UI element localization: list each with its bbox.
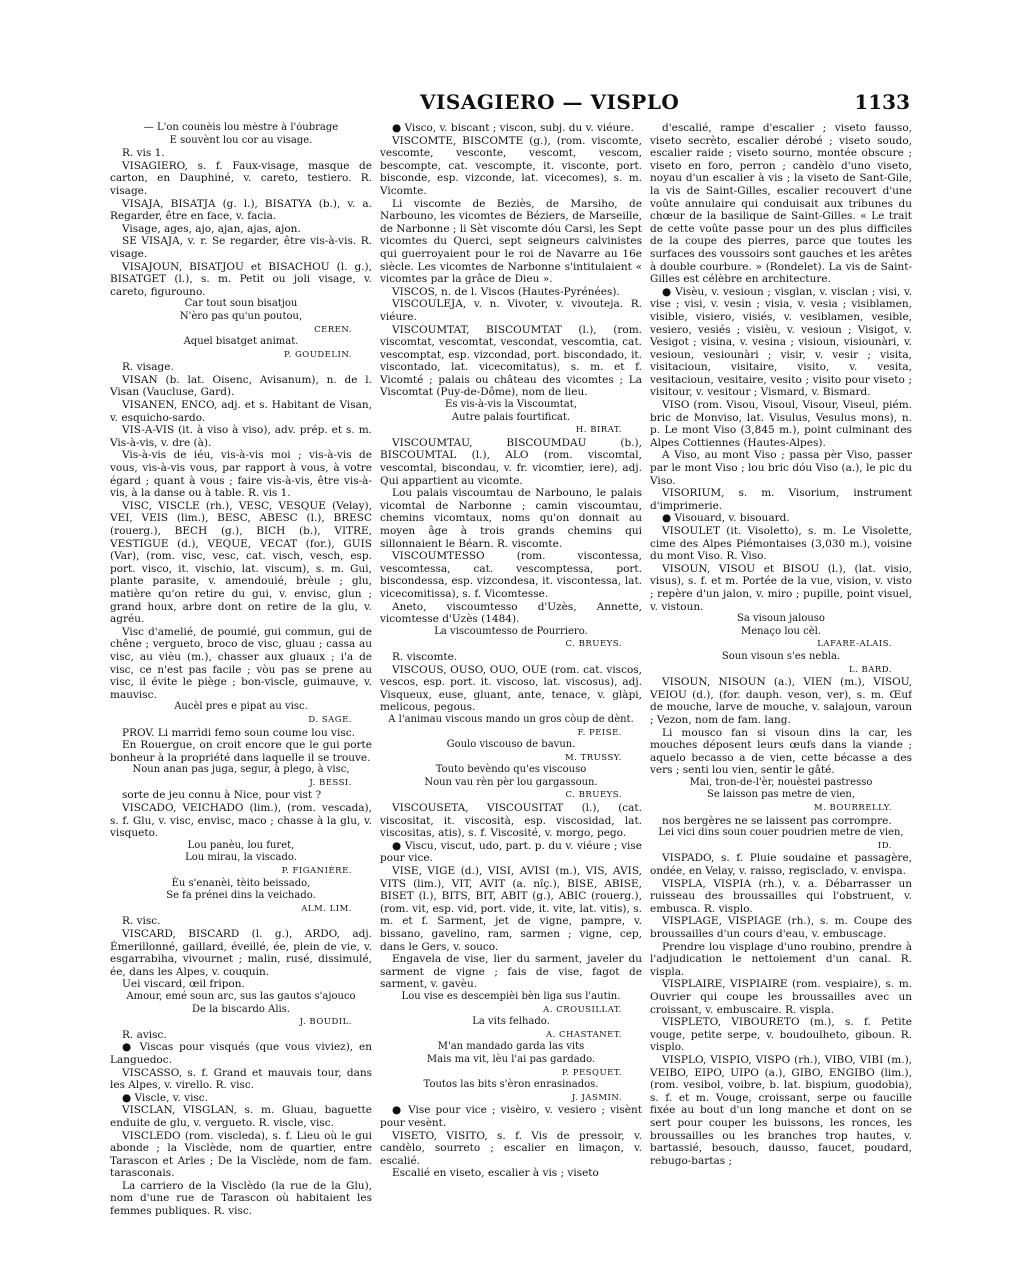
dictionary-entry: VISAN (b. lat. Oisenc, Avisanum), n. de l. Visan (Vaucluse, Gard). xyxy=(110,373,372,399)
dictionary-entry: VISCOUS, OUSO, OUO, OUE (rom. cat. viscos, vescos, esp. port. it. viscoso, lat. viscosus), adj. Visqueux, euse, gluant, ante, tenace, v. glàpi, melicous, pegous. xyxy=(380,663,642,714)
dictionary-entry: VISCLEDO (rom. viscleda), s. f. Lieu où le gui abonde ; la Visclède, nom de quartier, entre Tarascon et Arles ; De la Visclède, nom de fam. tarasconais. xyxy=(110,1129,372,1180)
quote-line: Toutos las bits s'èron enrasinados. xyxy=(423,1079,599,1091)
quote-author: J. BESSI. xyxy=(309,777,352,788)
quote-line: Lou vise es descempièi bèn liga sus l'autin. xyxy=(401,990,621,1002)
dictionary-entry: VISAJA, BISATJA (g. l.), BISATYA (b.), v. a. Regarder, être en face, v. facia. xyxy=(110,197,372,223)
dictionary-entry: VISCOUMTESSO (rom. viscontessa, vescomtessa, cat. vescomptessa, port. biscondessa, esp. vizcondesa, it. viscontessa, lat. vicecomitissa), s. f. Vicomtesse. xyxy=(380,550,642,600)
quote-line: Menaço lou cèl. xyxy=(740,625,822,637)
dictionary-entry: VISCOUSETA, VISCOUSITAT (l.), (cat. viscositat, it. viscosità, esp. viscosidad, lat. viscositas, atis), s. f. Viscosité, v. morgo, pego. xyxy=(380,802,642,840)
quote-author: A. CHASTANET. xyxy=(545,1029,622,1040)
quote-line: Amour, emé soun arc, sus las gautos s'ajouco xyxy=(126,990,356,1002)
quote-author: C. BRUEYS. xyxy=(565,790,622,801)
quote-author: LAFARE-ALAIS. xyxy=(817,639,892,650)
dictionary-entry: VISCADO, VEICHADO (lim.), (rom. vescada), s. f. Glu, v. visc, envisc, maco ; chasse à la glu, v. visqueto. xyxy=(110,802,372,840)
dictionary-entry: ● Viscle, v. visc. xyxy=(122,1091,209,1104)
quote-line: Es vis-à-vis la Viscoumtat, xyxy=(445,399,577,411)
quote-author: J. BOUDIL. xyxy=(299,1017,352,1028)
dictionary-entry: Engavela de vise, lier du sarment, javeler du sarment de vigne ; fais de vise, fagot de sarment, v. gavèu. xyxy=(380,953,642,991)
dictionary-entry: VISO (rom. Visou, Visoul, Visour, Viseul, piém. bric de Monviso, lat. Visulus, Vesulus mons), n. p. Le mont Viso (3,845 m.), point culminant des Alpes Cottiennes (Hautes-Alpes). xyxy=(650,399,912,449)
dictionary-entry: nos bergères ne se laissent pas corrompre. xyxy=(662,814,892,827)
dictionary-entry: En Rouergue, on croit encore que le gui porte bonheur à la propriété dans laquelle il se trouve. xyxy=(110,739,372,764)
dictionary-entry: Vis-à-vis de iéu, vis-à-vis moi ; vis-à-vis de vous, vis-à-vis vous, par rapport à vous, à votre égard ; quant à vous ; faire vis-à-vis, être vis-à-vis, à la danse ou à table. R. vis 1. xyxy=(110,449,372,500)
quote-line: N'èro pas qu'un poutou, xyxy=(179,310,303,322)
dictionary-entry: R. visage. xyxy=(122,361,174,374)
quote-line: Touto bevèndo qu'es viscouso xyxy=(435,764,587,776)
quote-line: Soun visoun s'es nebla. xyxy=(721,650,841,662)
dictionary-entry: VISCASSO, s. f. Grand et mauvais tour, dans les Alpes, v. virello. R. visc. xyxy=(110,1066,372,1092)
quote-author: M. TRUSSY. xyxy=(564,752,622,763)
dictionary-entry: VISETO, VISITO, s. f. Vis de pressoir, v. candèlo, sourreto ; escalier en limaçon, v. escalié. xyxy=(380,1129,642,1167)
quote-author: CEREN. xyxy=(314,324,352,335)
quote-line: De la biscardo Alis. xyxy=(191,1003,291,1015)
dictionary-entry: VISCOMTE, BISCOMTE (g.), (rom. viscomte, vescomte, vesconte, vescomt, vescom, bescompte, cat. vescompte, it. visconte, port. bisconde, esp. vizconde, lat. vicecomes), s. m. Vicomte. xyxy=(380,134,642,197)
quote-line: Se fa prénei dins la veichado. xyxy=(166,890,316,902)
dictionary-entry: PROV. Li marrìdi femo soun coume lou visc. xyxy=(122,726,355,739)
quote-author: H. BIRAT. xyxy=(575,425,622,436)
dictionary-entry: ● Visèu, v. vesioun ; visglan, v. visclan ; visi, v. vise ; visi, v. vesin ; visia, v. vesia ; visiblamen, visible, visiero, visiés, v. vesiblamen, vesible, vesiero, vesiés ; visièu, v. vesioun ; Visigot, v. Vesigot ; visina, v. vesina ; visioun, visiounàri, v. vesioun, vesiounàri ; visir, v. vesir ; visita, visitacioun, visitaire, visito, v. vesita, vesitacioun, vesitaire, vesito ; visito pour viseto ; visitour, v. vesitour ; Vismard, v. Bismard. xyxy=(650,285,912,399)
dictionary-entry: ● Visco, v. biscant ; viscon, subj. du v. viéure. xyxy=(392,122,634,134)
dictionary-entry: VISPLAIRE, VISPIAIRE (rom. vespiaire), s. m. Ouvrier qui coupe les broussailles avec un croissant, v. embuscaire. R. vispla. xyxy=(650,978,912,1016)
dictionary-entry: R. viscomte. xyxy=(392,650,458,663)
quote-author: L. BARD. xyxy=(848,664,892,675)
dictionary-entry: d'escalié, rampe d'escalier ; viseto fausso, viseto secrèto, escalier dérobé ; viseto soudo, escalier raide ; viseto sourno, montée obscure ; viseto en foro, perron ; candèlo d'uno viseto, noyau d'un escalier à vis ; la viseto de Sant-Gile, la vis de Saint-Gilles, escalier recouvert d'une voûte annulaire qui conduisait aux tribunes du chœur de la basilique de Saint-Gilles. « Le trait de cette voûte passe pour un des plus difficiles de la coupe des pierres, parce que toutes les surfaces des voussoirs sont gauches et les arêtes à double courbure. » (Rondelet). La vis de Saint-Gilles est célèbre en architecture. xyxy=(650,122,912,286)
dictionary-entry: VISAJOUN, BISATJOU et BISACHOU (l. g.), BISATGET (l.), s. m. Petit ou joli visage, v. careto, figurouno. xyxy=(110,260,372,298)
dictionary-entry: ● Viscas pour visqués (que vous viviez), en Languedoc. xyxy=(110,1041,372,1066)
quote-line: A l'animau viscous mando un gros còup de dènt. xyxy=(388,713,634,725)
column-3 xyxy=(650,122,912,1252)
quote-line: Car tout soun bisatjou xyxy=(184,298,298,310)
quote-author: ALM. LIM. xyxy=(301,903,352,914)
dictionary-entry: A Viso, au mont Viso ; passa pèr Viso, passer par le mont Viso ; lou bric dóu Viso (a.), le pic du Viso. xyxy=(650,449,912,487)
dictionary-entry: VISAGIERO, s. f. Faux-visage, masque de carton, en Dauphiné, v. careto, testiero. R. visage. xyxy=(110,159,372,197)
quote-author: M. BOURRELLY. xyxy=(813,803,892,814)
quote-line: Mai, tron-de-l'èr, nouèstei pastresso xyxy=(689,776,873,788)
dictionary-entry: R. vis 1. xyxy=(122,147,165,160)
quote-line: Mais ma vit, lèu l'ai pas gardado. xyxy=(426,1053,596,1065)
dictionary-entry: VISCOUMTAU, BISCOUMDAU (b.), BISCOUMTAL (l.), ALO (rom. viscomtal, vescomtal, biscondau, v. fr. vicomtier, iere), adj. Qui appartient au vicomte. xyxy=(380,436,642,487)
dictionary-entry: Escalié en viseto, escalier à vis ; viseto xyxy=(392,1167,599,1180)
quote-line: Lou panèu, lou furet, xyxy=(187,839,295,851)
dictionary-entry: VISPLA, VISPIA (rh.), v. a. Débarrasser un ruisseau des broussailles qui l'obstruent, v. embusca. R. visplo. xyxy=(650,877,912,915)
dictionary-entry: VISE, VIGE (d.), VISI, AVISI (m.), VIS, AVIS, VITS (lim.), VIT, AVIT (a. nîç.), BISE, ABISE, BISET (l.), BITS, BIT, ABIT (g.), ABIC (rouerg.), (rom. vit, esp. vid, port. vide, it. vite, lat. vitis), s. m. et f. Sarment, jet de vigne, pampre, v. bissano, gavelino, ram, sarmen ; vigne, cep, dans le Gers, v. souco. xyxy=(380,865,642,953)
dictionary-entry: ● Vise pour vice ; visèiro, v. vesiero ; visènt pour vesènt. xyxy=(380,1104,642,1129)
dictionary-entry: sorte de jeu connu à Nice, pour vist ? xyxy=(122,789,322,802)
dictionary-entry: VISANEN, ENCO, adj. et s. Habitant de Visan, v. esquicho-sardo. xyxy=(110,399,372,424)
dictionary-entry: VIS-A-VIS (it. à viso à viso), adv. prép. et s. m. Vis-à-vis, v. dre (à). xyxy=(110,424,372,449)
quote-line: E souvènt lou cor au visage. xyxy=(169,134,313,146)
dictionary-entry: VISOULET (it. Visoletto), s. m. Le Visolette, cime des Alpes Piémontaises (3,030 m.), voisine du mont Viso. R. Viso. xyxy=(650,525,912,563)
dictionary-entry: Lou palais viscoumtau de Narbouno, le palais vicomtal de Narbonne ; camin viscoumtau, chemins vicomtaux, noms qu'on donnait au moyen âge à trois grands chemins qui sillonnaient le Béarn. R. viscomte. xyxy=(380,487,642,550)
running-header xyxy=(110,90,910,120)
quote-line: Èu s'enanèi, tèito beissado, xyxy=(171,877,311,889)
dictionary-entry: R. avisc. xyxy=(122,1028,167,1041)
quote-line: Goulo viscouso de bavun. xyxy=(446,739,576,751)
dictionary-entry: VISOUN, VISOU et BISOU (l.), (lat. visio, visus), s. f. et m. Portée de la vue, vision, v. visto ; repère d'un jalon, v. miro ; pupille, point visuel, v. vistoun. xyxy=(650,562,912,613)
column-2 xyxy=(380,122,642,1252)
dictionary-entry: Prendre lou visplage d'uno roubino, prendre à l'adjudication le nettoiement d'un canal. R. vispla. xyxy=(650,940,912,978)
dictionary-entry: VISPLAGE, VISPIAGE (rh.), s. m. Coupe des broussailles d'un cours d'eau, v. embuscage. xyxy=(650,915,912,940)
quote-line: Aucèl pres e pipat au visc. xyxy=(174,701,308,713)
dictionary-entry: VISC, VISCLE (rh.), VESC, VESQUE (Velay), VEI, VEIS (lim.), BESC, ABESC (l.), BRESC (rouerg.), BECH (g.), BICH (b.), VITRE, VESTIGUE (d.), VEQUE, VECAT (for.), GUIS (Var), (rom. visc, vesc, cat. visch, vesch, esp. port. visco, it. vischio, lat. viscum), s. m. Gui, plante parasite, v. amendouié, brèule ; glu, matière qu'on retire du gui, v. envisc, glun ; grand houx, arbre dont on retire de la glu, v. agréu. xyxy=(110,499,372,626)
page-number: 1133 xyxy=(854,90,910,114)
dictionary-entry: VISORIUM, s. m. Visorium, instrument d'imprimerie. xyxy=(650,487,912,512)
quote-author: P. FIGANIÈRE. xyxy=(281,866,352,877)
quote-author: ID. xyxy=(877,840,892,851)
dictionary-entry: Uei viscard, œil fripon. xyxy=(122,978,245,991)
dictionary-entry: R. visc. xyxy=(122,915,161,928)
quote-line: Aquel bisatget animat. xyxy=(183,336,299,348)
quote-author: C. BRUEYS. xyxy=(565,639,622,650)
dictionary-entry: Li mousco fan si visoun dins la car, les mouches déposent leurs œufs dans la viande ; aquelo becasso a de vien, cette bécasse a des vers ; senti lou vien, sentir le gâté. xyxy=(650,726,912,777)
dictionary-entry: Visage, ages, ajo, ajan, ajas, ajon. xyxy=(122,222,301,235)
quote-author: F. PEISE. xyxy=(577,727,622,738)
quote-author: P. GOUDELIN. xyxy=(284,349,352,360)
dictionary-entry: VISOUN, NISOUN (a.), VIEN (m.), VISOU, VEIOU (d.), (for. dauph. veson, ver), s. m. Œuf de mouche, larve de mouche, v. salajoun, varoun ; Vezon, nom de fam. lang. xyxy=(650,676,912,726)
quote-line: La viscoumtesso de Pourriero. xyxy=(434,625,588,637)
quote-line: — L'on counèis lou mèstre à l'óubrage xyxy=(143,122,339,133)
dictionary-entry: VISPLETO, VIBOURETO (m.), s. f. Petite vouge, petite serpe, v. boudoulheto, giboun. R. visplo. xyxy=(650,1016,912,1054)
quote-line: M'an mandado garda las vits xyxy=(437,1041,585,1053)
dictionary-entry: VISCARD, BISCARD (l. g.), ARDO, adj. Émerillonné, gaillard, éveillé, ée, plein de vie, v. esgarrabiha, vivournet ; malin, rusé, dissimulé, ée, dans les Alpes, v. couquin. xyxy=(110,928,372,978)
dictionary-entry: VISCLAN, VISGLAN, s. m. Gluau, baguette enduite de glu, v. vergueto. R. viscle, visc. xyxy=(110,1104,372,1129)
quote-line: Sa visoun jalouso xyxy=(737,613,825,625)
dictionary-entry: VISCOS, n. de l. Viscos (Hautes-Pyrénées). xyxy=(392,285,620,298)
dictionary-entry: ● Viscu, viscut, udo, part. p. du v. viéure ; vise pour vice. xyxy=(380,839,642,865)
dictionary-entry: VISCOULEJA, v. n. Vivoter, v. vivouteja. R. viéure. xyxy=(380,298,642,323)
quote-line: Lei vici dins soun couer poudrien metre de vien, xyxy=(658,827,904,839)
dictionary-entry: VISPADO, s. f. Pluie soudaine et passagère, ondée, en Velay, v. raisso, regisclado, v. envispa. xyxy=(650,852,912,878)
dictionary-entry: La carriero de la Visclèdo (la rue de la Glu), nom d'une rue de Tarascon où habitaient les femmes publiques. R. visc. xyxy=(110,1179,372,1218)
quote-line: Se laisson pas metre de vien, xyxy=(706,789,856,801)
column-1 xyxy=(110,122,372,1252)
quote-author: P. PESQUET. xyxy=(561,1067,622,1078)
dictionary-entry: VISCOUMTAT, BISCOUMTAT (l.), (rom. viscomtat, vescomtat, vescondat, vescomtia, cat. vescomptat, esp. vizcondad, port. biscondado, it. viscontado, lat. vicecomitatus), s. m. et f. Vicomté ; palais ou château des vicomtes ; La Viscomtat (Puy-de-Dôme), nom de lieu. xyxy=(380,323,642,399)
dictionary-entry: Li viscomte de Beziès, de Marsiho, de Narbouno, les vicomtes de Béziers, de Marseille, de Narbonne ; li Sèt viscomte dóu Carsi, les Sept vicomtes du Querci, sept seigneurs calvinistes qui guerroyaient pour le roi de Navarre au 16e siècle. Les vicomtes de Narbonne s'intitulaient « vicomtes par la grâce de Dieu ». xyxy=(380,197,642,286)
dictionary-entry: Visc d'amelié, de poumié, gui commun, gui de chêne ; vergueto, broco de visc, gluau ; cassa au visc, au vièu (m.), chasser aux gluaux ; i'a de visc, ce n'est pas facile ; vòu pas se prene au visc, il évite le piège ; bon-viscle, guimauve, v. mauvisc. xyxy=(110,625,372,701)
quote-line: Autre palais fourtificat. xyxy=(451,411,571,423)
quote-line: Noun anan pas juga, segur, à plego, à visc, xyxy=(132,764,350,776)
running-title: VISAGIERO — VISPLO xyxy=(420,90,680,114)
quote-author: J. JASMIN. xyxy=(571,1092,622,1103)
quote-line: La vits felhado. xyxy=(472,1016,550,1028)
dictionary-entry: ● Visouard, v. bisouard. xyxy=(662,512,790,525)
dictionary-entry: SE VISAJA, v. r. Se regarder, être vis-à-vis. R. visage. xyxy=(110,235,372,260)
dictionary-entry: VISPLO, VISPIO, VISPO (rh.), VIBO, VIBI (m.), VEIBO, EIPO, UIPO (a.), GIBO, ENGIBO (lim.), (rom. vesibol, voibre, b. lat. bispium, guodobia), s. f. et m. Vouge, croissant, serpe ou faucille fixée au bout d'un long manche et dont on se sert pour couper les buissons, les ronces, les broussailles ou les branches trop hautes, v. bartassié, besouch, dausso, faucet, poudard, rebugo-bartas ; xyxy=(650,1053,912,1167)
quote-line: Noun vau rèn pèr lou gargassoun. xyxy=(424,776,598,788)
dictionary-entry: Aneto, viscoumtesso d'Uzès, Annette, vicomtesse d'Uzès (1484). xyxy=(380,600,642,626)
quote-line: Lou mirau, la viscado. xyxy=(185,852,297,864)
quote-author: D. SAGE. xyxy=(308,714,352,725)
quote-author: A. CROUSILLAT. xyxy=(543,1004,622,1015)
